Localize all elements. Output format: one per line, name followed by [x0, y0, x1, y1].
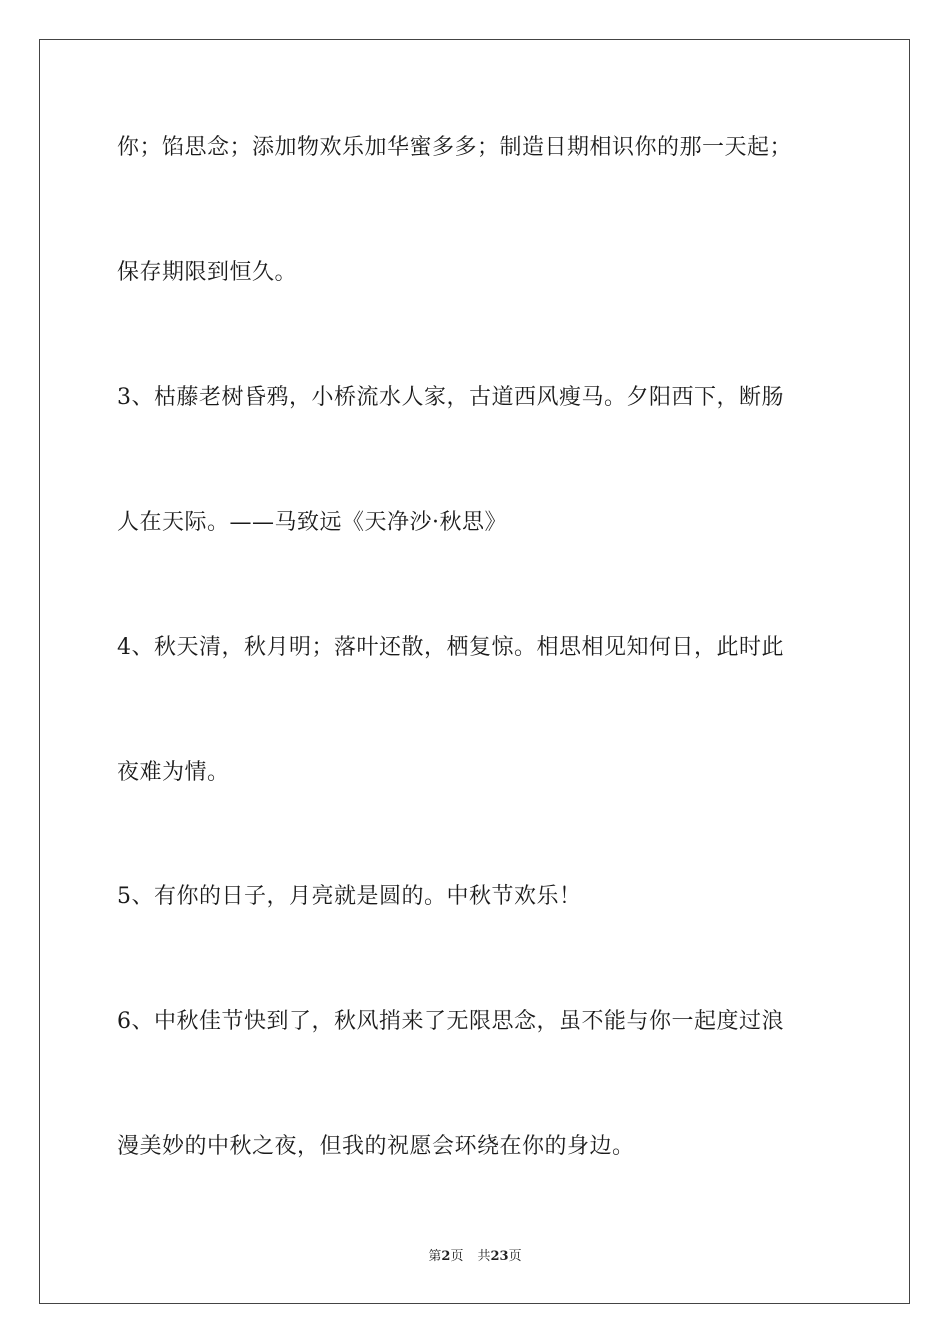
page-border: [39, 39, 910, 1304]
page-number: 2: [441, 1249, 451, 1264]
total-prefix: 共: [477, 1249, 491, 1264]
page-suffix: 页: [450, 1249, 464, 1264]
text-line-5: 4、秋天清，秋月明；落叶还散，栖复惊。相思相见知何日，此时此: [117, 635, 784, 660]
text-line-4: 人在天际。——马致远《天净沙·秋思》: [117, 510, 507, 535]
text-line-3: 3、枯藤老树昏鸦，小桥流水人家，古道西风瘦马。夕阳西下，断肠: [117, 385, 784, 410]
page-footer: [0, 1248, 950, 1266]
text-line-6: 夜难为情。: [117, 760, 230, 785]
page-prefix: 第: [428, 1249, 442, 1264]
text-line-1: 你；馅思念；添加物欢乐加华蜜多多；制造日期相识你的那一天起；: [117, 135, 793, 160]
total-suffix: 页: [508, 1249, 522, 1264]
text-line-9: 漫美妙的中秋之夜，但我的祝愿会环绕在你的身边。: [117, 1134, 635, 1159]
text-line-7: 5、有你的日子，月亮就是圆的。中秋节欢乐！: [117, 884, 582, 909]
text-line-2: 保存期限到恒久。: [117, 260, 298, 285]
text-line-8: 6、中秋佳节快到了，秋风捎来了无限思念，虽不能与你一起度过浪: [117, 1009, 784, 1034]
total-pages: 23: [490, 1249, 509, 1264]
